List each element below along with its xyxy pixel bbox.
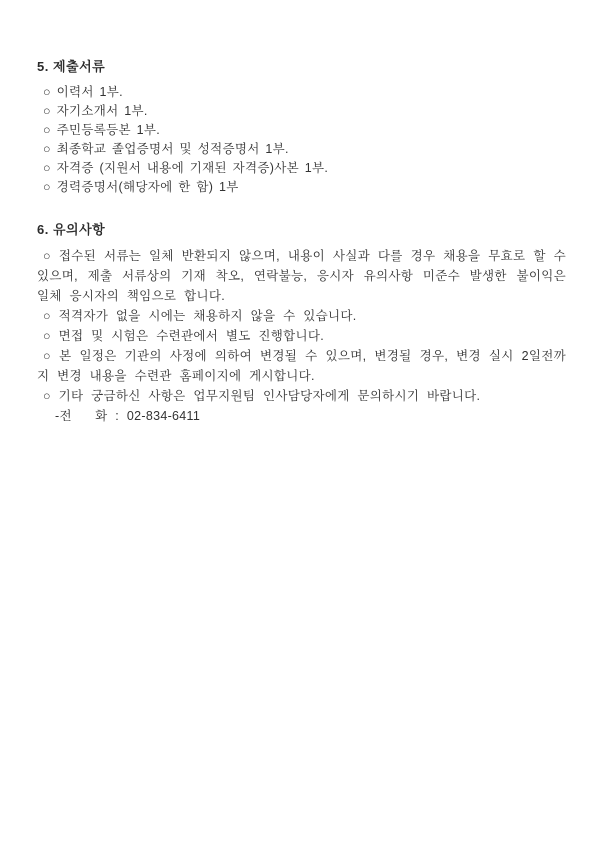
list-item: ○ 최종학교 졸업증명서 및 성적증명서 1부. [43, 142, 289, 156]
list-item: ○ 자기소개서 1부. [43, 104, 148, 118]
section-notes [37, 219, 566, 426]
list-item: ○ 주민등록등본 1부. [43, 123, 161, 137]
list-item: ○ 이력서 1부. [43, 85, 123, 99]
list-item: ○ 면접 및 시험은 수련관에서 별도 진행합니다. [43, 329, 325, 343]
section-submission-documents [37, 56, 566, 197]
section-heading: 6. 유의사항 [37, 222, 106, 237]
section-heading: 5. 제출서류 [37, 59, 106, 74]
list-item: ○ 적격자가 없을 시에는 채용하지 않을 수 있습니다. [43, 309, 357, 323]
phone-line: -전 화 : 02-834-6411 [55, 409, 201, 423]
list-item: ○ 접수된 서류는 일체 반환되지 않으며, 내용이 사실과 다를 경우 채용을 무효로 할 수 있으며, 제출 서류상의 기재 착오, 연락불능, 응시자 유의사항 미준수 발생한 불이익은 일체 응시자의 책임으로 합니다. [37, 249, 566, 303]
list-item: ○ 자격증 (지원서 내용에 기재된 자격증)사본 1부. [43, 161, 329, 175]
list-item: ○ 기타 궁금하신 사항은 업무지원팀 인사담당자에게 문의하시기 바랍니다. [43, 389, 481, 403]
list-item: ○ 경력증명서(해당자에 한 함) 1부 [43, 180, 239, 194]
list-item: ○ 본 일정은 기관의 사정에 의하여 변경될 수 있으며, 변경될 경우, 변경 실시 2일전까지 변경 내용을 수련관 홈페이지에 게시합니다. [37, 349, 566, 383]
